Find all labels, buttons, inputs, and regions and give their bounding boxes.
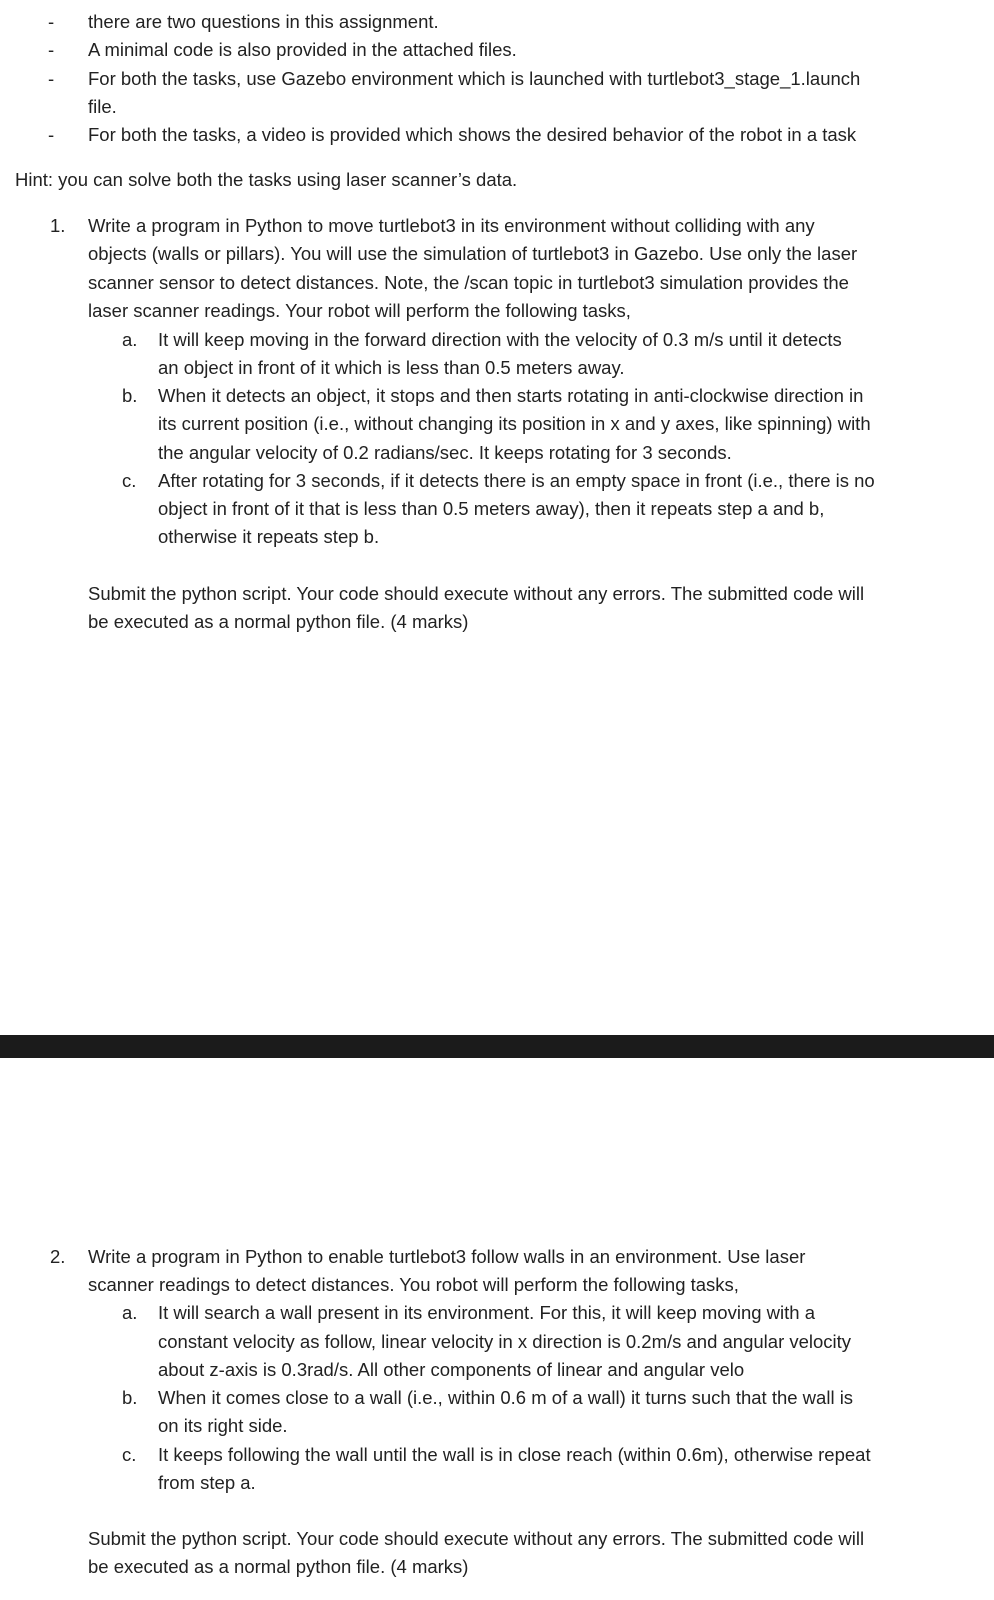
hint-text: Hint: you can solve both the tasks using laser scanner’s data. xyxy=(15,169,518,190)
question-text: laser scanner readings. Your robot will perform the following tasks, xyxy=(88,300,631,321)
step-letter: c. xyxy=(122,470,137,491)
page-divider xyxy=(0,1035,994,1058)
question-text: Write a program in Python to enable turtlebot3 follow walls in an environment. Use laser xyxy=(88,1246,806,1267)
step-text: After rotating for 3 seconds, if it detects there is an empty space in front (i.e., there is no xyxy=(158,470,875,491)
intro-line: For both the tasks, use Gazebo environment which is launched with turtlebot3_stage_1.launch xyxy=(88,68,861,89)
bullet-marker: - xyxy=(48,68,55,89)
question-number: 1. xyxy=(50,215,66,236)
question-text: scanner sensor to detect distances. Note, the /scan topic in turtlebot3 simulation provides the xyxy=(88,272,849,293)
submit-text: be executed as a normal python file. (4 marks) xyxy=(88,1556,469,1577)
step-text: an object in front of it which is less than 0.5 meters away. xyxy=(158,357,625,378)
step-text: It will keep moving in the forward direction with the velocity of 0.3 m/s until it detects xyxy=(158,329,842,350)
step-letter: a. xyxy=(122,329,138,350)
submit-text: Submit the python script. Your code should execute without any errors. The submitted code will xyxy=(88,1528,865,1549)
step-text: the angular velocity of 0.2 radians/sec. It keeps rotating for 3 seconds. xyxy=(158,442,732,463)
bullet-marker: - xyxy=(48,39,55,60)
step-text: about z-axis is 0.3rad/s. All other components of linear and angular velo xyxy=(158,1359,745,1380)
step-text: object in front of it that is less than 0.5 meters away), then it repeats step a and b, xyxy=(158,498,825,519)
intro-line: there are two questions in this assignment. xyxy=(88,11,439,32)
step-letter: b. xyxy=(122,385,138,406)
step-letter: c. xyxy=(122,1444,137,1465)
step-letter: a. xyxy=(122,1302,138,1323)
step-letter: b. xyxy=(122,1387,138,1408)
question-number: 2. xyxy=(50,1246,66,1267)
question-text: scanner readings to detect distances. You robot will perform the following tasks, xyxy=(88,1274,739,1295)
step-text: its current position (i.e., without changing its position in x and y axes, like spinning) with xyxy=(158,413,871,434)
step-text: from step a. xyxy=(158,1472,256,1493)
submit-text: be executed as a normal python file. (4 marks) xyxy=(88,611,469,632)
step-text: It keeps following the wall until the wall is in close reach (within 0.6m), otherwise repeat xyxy=(158,1444,871,1465)
step-text: It will search a wall present in its environment. For this, it will keep moving with a xyxy=(158,1302,816,1323)
question-text: Write a program in Python to move turtlebot3 in its environment without colliding with any xyxy=(88,215,815,236)
bullet-marker: - xyxy=(48,124,55,145)
submit-text: Submit the python script. Your code should execute without any errors. The submitted code will xyxy=(88,583,865,604)
step-text: constant velocity as follow, linear velocity in x direction is 0.2m/s and angular velocity xyxy=(158,1331,852,1352)
step-text: When it detects an object, it stops and then starts rotating in anti-clockwise direction in xyxy=(158,385,864,406)
step-text: otherwise it repeats step b. xyxy=(158,526,380,547)
page-bottom xyxy=(0,1058,994,1600)
step-text: When it comes close to a wall (i.e., within 0.6 m of a wall) it turns such that the wall is xyxy=(158,1387,854,1408)
bullet-marker: - xyxy=(48,11,55,32)
intro-line: A minimal code is also provided in the attached files. xyxy=(88,39,517,60)
intro-line: For both the tasks, a video is provided which shows the desired behavior of the robot in a task xyxy=(88,124,857,145)
step-text: on its right side. xyxy=(158,1415,288,1436)
question-text: objects (walls or pillars). You will use the simulation of turtlebot3 in Gazebo. Use only the laser xyxy=(88,243,858,264)
intro-line: file. xyxy=(88,96,117,117)
